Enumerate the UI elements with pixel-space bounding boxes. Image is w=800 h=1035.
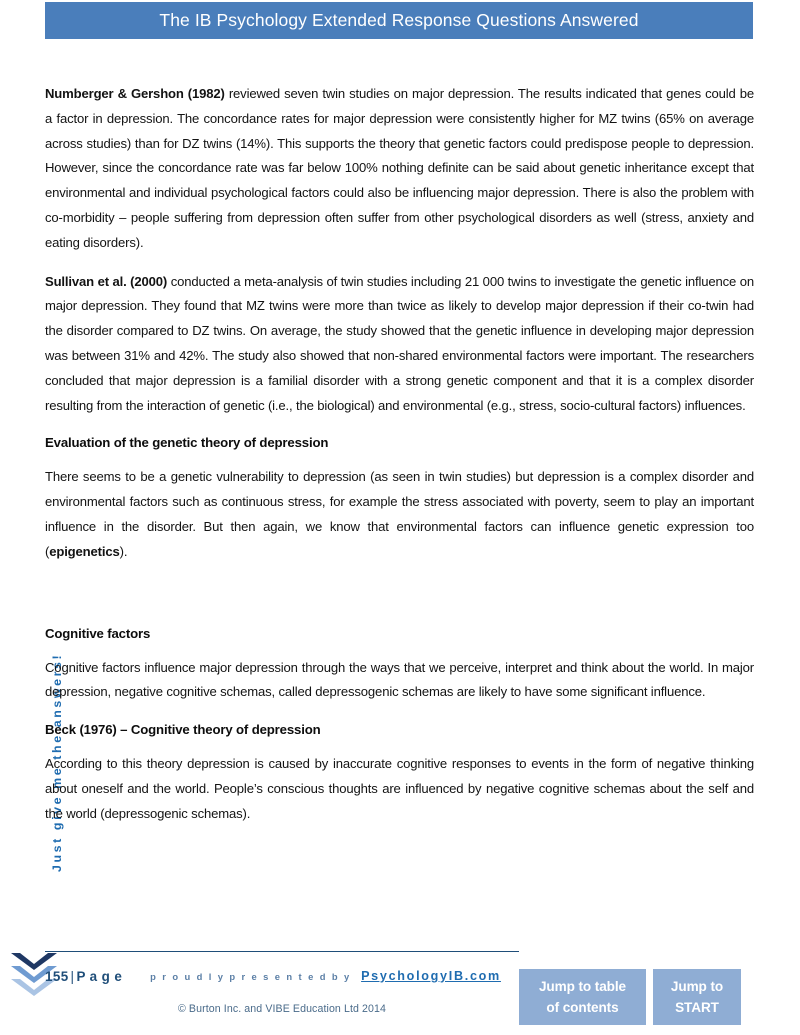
copyright-notice: © Burton Inc. and VIBE Education Ltd 2014 — [177, 1003, 387, 1015]
paragraph-text: conducted a meta-analysis of twin studies including 21 000 twins to investigate the genetic influence on major depression. They found that MZ twins were more than twice as likely to develop major depression if their co-twin had the disorder compared to DZ twins. On average, the study showed that the genetic influence in developing major depression was between 31% and 42%. The study also showed that non-shared environmental factors were important. The researchers concluded that major depression is a familial disorder with a strong genetic component and that it is a complex disorder resulting from the interaction of genetic (i.e., the biological) and environmental (e.g., stress, socio-cultural factors) influences. — [45, 273, 754, 413]
page-word: P a g e — [76, 968, 123, 984]
paragraph-text: reviewed seven twin studies on major depression. The results indicated that genes could be a factor in depression. The concordance rates for major depression were consistently higher for MZ twins (65% on average across studies) than for DZ twins (14%). This supports the theory that genetic factors could predispose people to depression. However, since the concordance rate was far below 100% nothing definite can be said about genetic inheritance except that environmental and individual psychological factors could also be influencing major depression. There is also the problem with co-morbidity – people suffering from depression often suffer from other psychological disorders as well (stress, anxiety and eating disorders). — [45, 86, 755, 250]
paragraph-cognitive-factors: Cognitive factors influence major depression through the ways that we perceive, interpret and think about the world. In major depression, negative cognitive schemas, called depressogenic schemas are likely to have some significant influence. — [45, 659, 754, 700]
term-epigenetics: epigenetics — [49, 543, 120, 559]
paragraph-sullivan — [45, 270, 754, 419]
heading-cognitive-factors: Cognitive factors — [45, 625, 151, 641]
page-title: The IB Psychology Extended Response Questions Answered — [159, 10, 639, 30]
paragraph-numberger-gershon — [45, 82, 754, 256]
heading-beck-1976: Beck (1976) – Cognitive theory of depression — [45, 722, 321, 738]
page-number-label — [45, 969, 122, 984]
page-header-banner — [45, 2, 753, 39]
page-number-separator: | — [70, 968, 75, 984]
document-body — [45, 82, 754, 841]
footer-divider — [45, 951, 519, 952]
sidebar-tagline: Just give me the answers! — [50, 652, 64, 872]
jump-start-line1: Jump to — [670, 979, 724, 994]
jump-start-line2: START — [675, 1000, 719, 1015]
proudly-presented-by-label: p r o u d l y p r e s e n t e d b y — [150, 970, 352, 982]
paragraph-tail: ). — [119, 543, 128, 559]
footer-credit-row — [45, 963, 525, 989]
citation-lead-numberger: Numberger & Gershon (1982) — [45, 86, 225, 101]
jump-to-table-of-contents-button[interactable] — [519, 969, 646, 1025]
psychologyib-link[interactable]: PsychologyIB.com — [361, 969, 501, 983]
jump-toc-line2: of contents — [546, 1000, 619, 1015]
page-number-value: 155 — [45, 968, 69, 984]
jump-toc-line1: Jump to table — [538, 979, 627, 994]
jump-to-start-button[interactable] — [653, 969, 741, 1025]
heading-evaluation-genetic-theory: Evaluation of the genetic theory of depression — [45, 435, 329, 451]
section-spacer — [45, 579, 754, 623]
paragraph-text: There seems to be a genetic vulnerability to depression (as seen in twin studies) but depression is a complex disorder and environmental factors such as continuous stress, for example the stress associated with poverty, seem to play an important influence in the disorder. But then again, we know that environmental factors can influence genetic expression too ( — [45, 469, 754, 559]
paragraph-beck-theory: According to this theory depression is caused by inaccurate cognitive responses to events in the form of negative thinking about oneself and the world. People’s conscious thoughts are influenced by negative cognitive schemas about the self and the world (depressogenic schemas). — [45, 756, 754, 821]
paragraph-evaluation — [45, 465, 754, 564]
citation-lead-sullivan: Sullivan et al. (2000) — [45, 273, 168, 289]
